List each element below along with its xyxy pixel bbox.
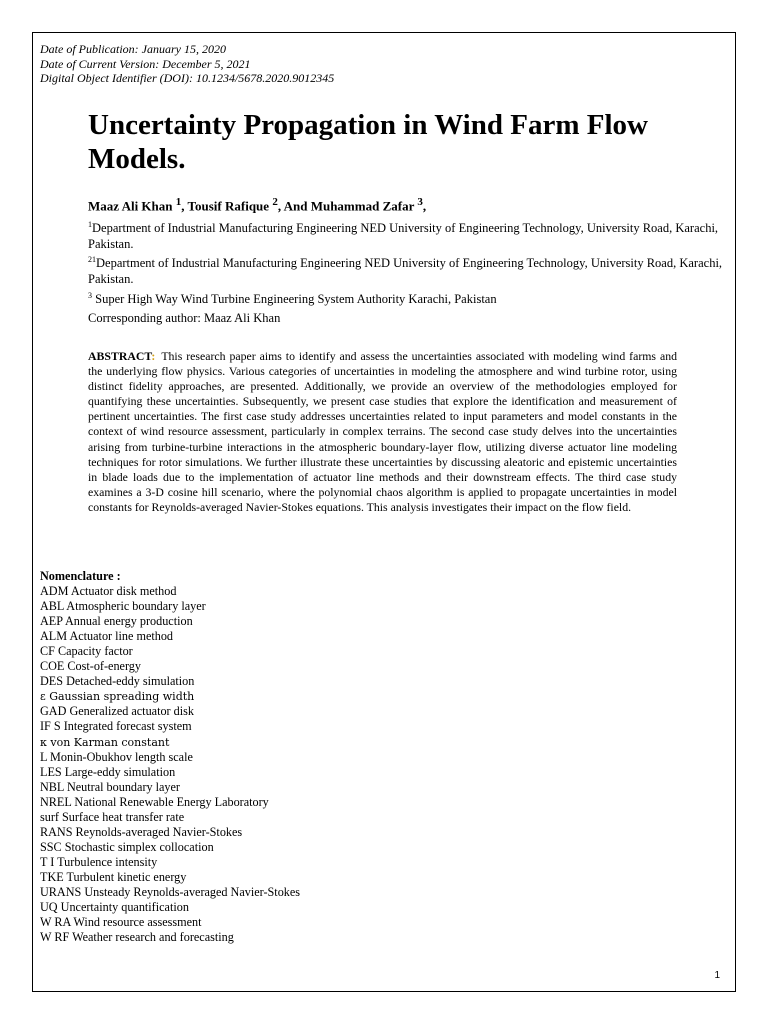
nomenclature-item: COE Cost-of-energy — [40, 659, 141, 674]
nomenclature-item: NBL Neutral boundary layer — [40, 779, 180, 794]
abstract — [88, 349, 677, 515]
affiliation — [88, 288, 728, 307]
nomenclature-item: L Monin-Obukhov length scale — [40, 749, 193, 764]
nomenclature-item: CF Capacity factor — [40, 644, 133, 659]
author-affil-number: 3 — [417, 196, 423, 208]
nomenclature-item: RANS Reynolds-averaged Navier-Stokes — [40, 824, 243, 839]
nomenclature-item: LES Large-eddy simulation — [40, 764, 176, 779]
nomenclature-item: ε Gaussian spreading width — [40, 690, 195, 704]
author-separator: , — [181, 198, 188, 214]
nomenclature-item: ABL Atmospheric boundary layer — [40, 599, 206, 614]
author-separator: , And — [277, 198, 311, 214]
nomenclature-item: UQ Uncertainty quantification — [40, 900, 189, 915]
nomenclature-item: NREL National Renewable Energy Laboratory — [40, 794, 269, 809]
nomenclature-item: W RF Weather research and forecasting — [40, 930, 234, 945]
nomenclature-item: κ von Karman constant — [40, 735, 170, 749]
nomenclature-heading: Nomenclature : — [40, 569, 121, 583]
author-name: Muhammad Zafar — [310, 198, 418, 214]
nomenclature-item: SSC Stochastic simplex collocation — [40, 839, 214, 854]
paper-title: Uncertainty Propagation in Wind Farm Flow Models. — [88, 109, 648, 175]
affiliation-text: Department of Industrial Manufacturing Engineering NED University of Engineering Technology, University Road, Karachi, Pakistan. — [88, 256, 723, 287]
nomenclature-item: W RA Wind resource assessment — [40, 915, 202, 930]
nomenclature-item: GAD Generalized actuator disk — [40, 704, 194, 719]
publication-date: Date of Publication: January 15, 2020 — [40, 42, 226, 56]
author-separator: , — [422, 198, 427, 214]
author-name: Maaz Ali Khan — [88, 198, 176, 214]
nomenclature — [40, 569, 300, 945]
nomenclature-item: AEP Annual energy production — [40, 614, 193, 629]
nomenclature-item: URANS Unsteady Reynolds-averaged Navier-Stokes — [40, 884, 301, 899]
author-list — [88, 196, 426, 214]
nomenclature-item: ADM Actuator disk method — [40, 584, 177, 599]
author-name: Tousif Rafique — [187, 198, 273, 214]
corresponding-author: Corresponding author: Maaz Ali Khan — [88, 311, 281, 325]
author-affil-number: 2 — [272, 196, 278, 208]
abstract-colon: : — [151, 349, 156, 363]
nomenclature-item: surf Surface heat transfer rate — [40, 809, 185, 824]
affiliation-number: 3 — [88, 291, 92, 300]
nomenclature-item: T I Turbulence intensity — [40, 854, 158, 869]
nomenclature-item: ALM Actuator line method — [40, 629, 174, 644]
affiliation-number: 1 — [88, 220, 92, 229]
nomenclature-item: IF S Integrated forecast system — [40, 719, 192, 734]
publication-info — [40, 42, 334, 86]
affiliation-number: 21 — [88, 255, 96, 264]
nomenclature-item: TKE Turbulent kinetic energy — [40, 869, 187, 884]
page-number: 1 — [714, 970, 720, 981]
affiliation — [88, 217, 728, 252]
current-version-date: Date of Current Version: December 5, 2021 — [40, 56, 251, 71]
affiliation — [88, 252, 728, 287]
affiliation-text: Department of Industrial Manufacturing Engineering NED University of Engineering Technology, University Road, Karachi, Pakistan. — [88, 221, 719, 252]
author-affil-number: 1 — [175, 196, 182, 208]
abstract-text: This research paper aims to identify and assess the uncertainties associated with modeling wind farms and the underlying flow physics. Various categories of uncertainties in modeling the atmosphere and wind turbine rotor, using distinct fidelity approaches, are presented. Additionally, we provide an overview of the methodologies employed for quantifying these uncertainties. Subsequently, we present case studies that explore the identification and measurement of pertinent uncertainties. The first case study addresses uncertainties related to input parameters and model constants in the context of wind resource assessment, particularly in complex terrains. The second case study delves into the uncertainties arising from turbine-turbine interactions in the atmospheric boundary-layer flow, utilizing diverse actuator line modeling techniques for rotor simulations. We further illustrate these uncertainties by discussing aleatoric and epistemic uncertainties in blade loads due to the implementation of actuator line methods and their downstream effects. The third case study examines a 3-D cosine hill scenario, where the polynomial chaos algorithm is applied to propagate uncertainties in model constants for Reynolds-averaged Navier-Stokes equations. This analysis investigates their impact on the flow field. — [88, 349, 677, 514]
doi: Digital Object Identifier (DOI): 10.1234/5678.2020.9012345 — [40, 71, 335, 85]
nomenclature-item: DES Detached-eddy simulation — [40, 674, 195, 689]
affiliation-text: Super High Way Wind Turbine Engineering System Authority Karachi, Pakistan — [92, 292, 497, 307]
abstract-label: ABSTRACT — [88, 349, 152, 363]
